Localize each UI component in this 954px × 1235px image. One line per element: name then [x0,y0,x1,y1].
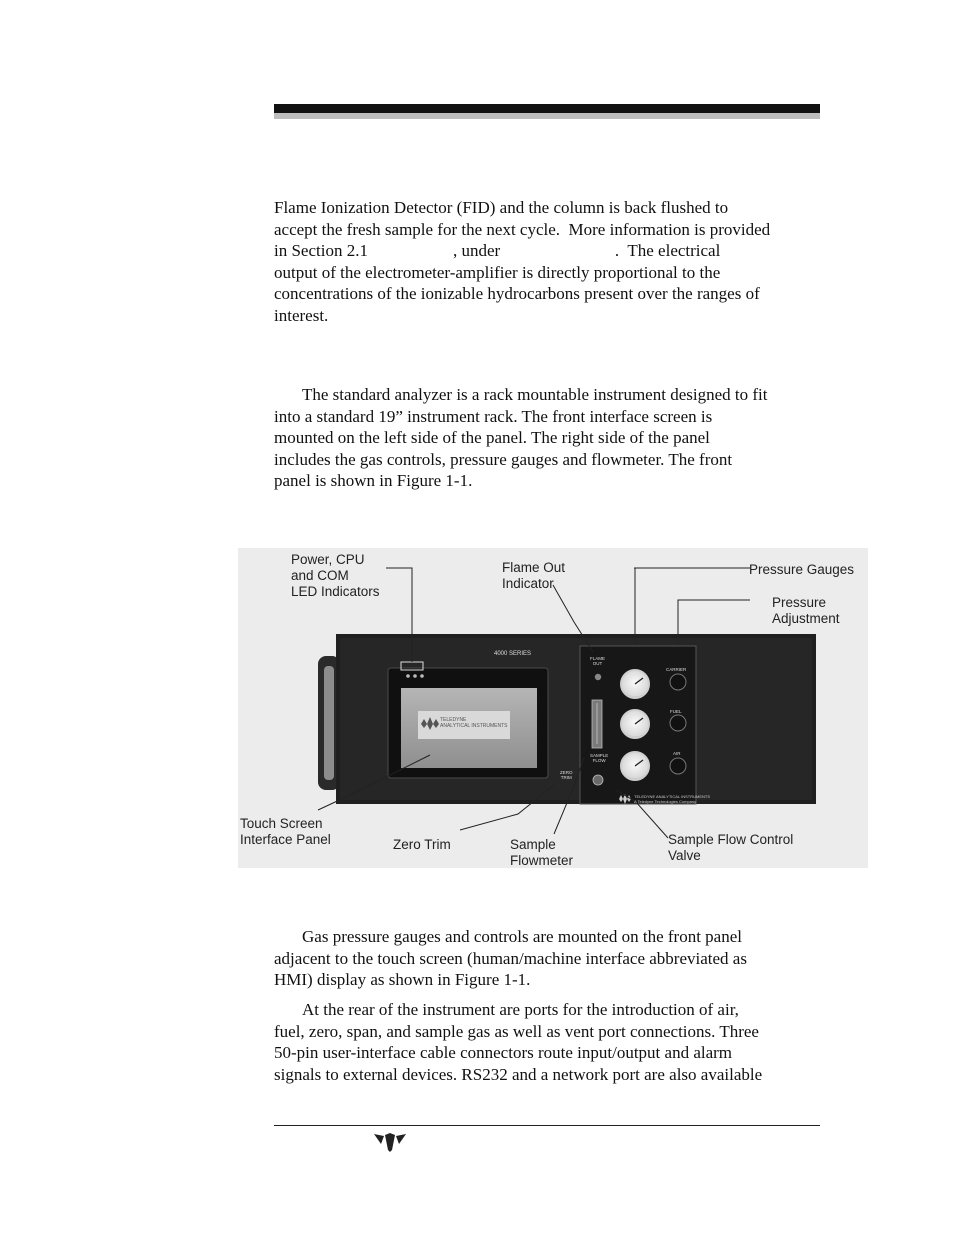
text-line: in Section 2.1 , under . The electrical [274,241,721,261]
callout-touch-screen [240,816,331,848]
paragraph-gas-controls [274,926,824,991]
text-line: signals to external devices. RS232 and a network port are also available [274,1064,763,1084]
paragraph-standard-analyzer [274,384,824,492]
panel-series-text: 4000 SERIES [494,651,532,657]
footer-rule [274,1125,820,1126]
text-line: Gas pressure gauges and controls are mounted on the front panel [302,927,742,946]
text-line: Adjustment [772,611,840,626]
text-line: 50-pin user-interface cable connectors route input/output and alarm [274,1043,733,1063]
text-line: fuel, zero, span, and sample gas as well as vent port connections. Three [274,1021,759,1041]
callout-power-leds [291,552,380,600]
text-line: TRIM [560,775,572,780]
text-line: Pressure [772,595,827,610]
text-line: TELEDYNE [440,717,467,723]
text-line: TELEDYNE ANALYTICAL INSTRUMENTS [634,794,711,799]
text-line: Interface Panel [240,832,331,847]
text-line: Zero Trim [393,837,451,852]
text-line: and COM [291,568,349,583]
text-line: accept the fresh sample for the next cycle. More information is provided [274,219,771,239]
text-line: FLOW [592,758,606,763]
panel-fuel-text: FUEL [670,709,682,714]
text-line: ZERO [560,770,573,775]
paragraph-rear-ports [274,999,824,1085]
callout-sample-flow-valve [668,832,793,864]
text-line: OUT [592,661,603,666]
panel-badge-text [634,794,710,804]
text-line: Flowmeter [510,853,574,868]
text-line: HMI) display as shown in Figure 1-1. [274,970,531,990]
panel-screen-logo-text [440,717,508,729]
header-rule-grey [274,113,820,119]
text-line: Power, CPU [291,552,365,567]
callout-pressure-gauges [749,562,854,578]
text-line: mounted on the left side of the panel. The right side of the panel [274,428,710,448]
panel-sample-flow-text [590,753,608,763]
text-line: concentrations of the ionizable hydrocarbons present over the ranges of [274,284,760,304]
front-panel-figure [238,548,868,868]
panel-flame-out-text [590,656,605,666]
text-line: ANALYTICAL INSTRUMENTS [440,723,508,729]
text-line: Sample Flow Control [668,832,794,847]
header-rule-black [274,104,820,113]
text-line: At the rear of the instrument are ports for the introduction of air, [302,1000,739,1019]
callout-sample-flowmeter [510,837,573,869]
text-line: LED Indicators [291,584,380,599]
text-line: adjacent to the touch screen (human/machine interface abbreviated as [274,948,747,968]
text-line: A Teledyne Technologies Company [634,799,697,804]
text-line: into a standard 19” instrument rack. The front interface screen is [274,406,713,426]
callout-zero-trim [393,837,451,853]
text-line: FLAME [590,656,606,661]
panel-air-text: AIR [673,751,681,756]
text-line: SAMPLE [590,753,609,758]
text-line: Sample [510,837,556,852]
text-line: Touch Screen [240,816,323,831]
text-line: panel is shown in Figure 1-1. [274,471,473,491]
paragraph-fid-description [274,197,824,327]
text-line: includes the gas controls, pressure gauges and flowmeter. The front [274,449,733,469]
text-line: Pressure Gauges [749,562,855,577]
text-line: Flame Ionization Detector (FID) and the column is back flushed to [274,198,729,217]
teledyne-logo-icon [372,1131,408,1153]
text-line: interest. [274,305,329,325]
panel-zero-trim-text [560,770,573,780]
panel-carrier-text: CARRIER [666,667,687,672]
text-line: Valve [668,848,701,863]
text-line: The standard analyzer is a rack mountable instrument designed to fit [302,385,768,404]
callout-flame-out [502,560,565,592]
text-line: output of the electrometer-amplifier is directly proportional to the [274,262,721,282]
callout-pressure-adjustment [772,595,840,627]
text-line: Indicator [502,576,554,591]
text-line: Flame Out [502,560,566,575]
